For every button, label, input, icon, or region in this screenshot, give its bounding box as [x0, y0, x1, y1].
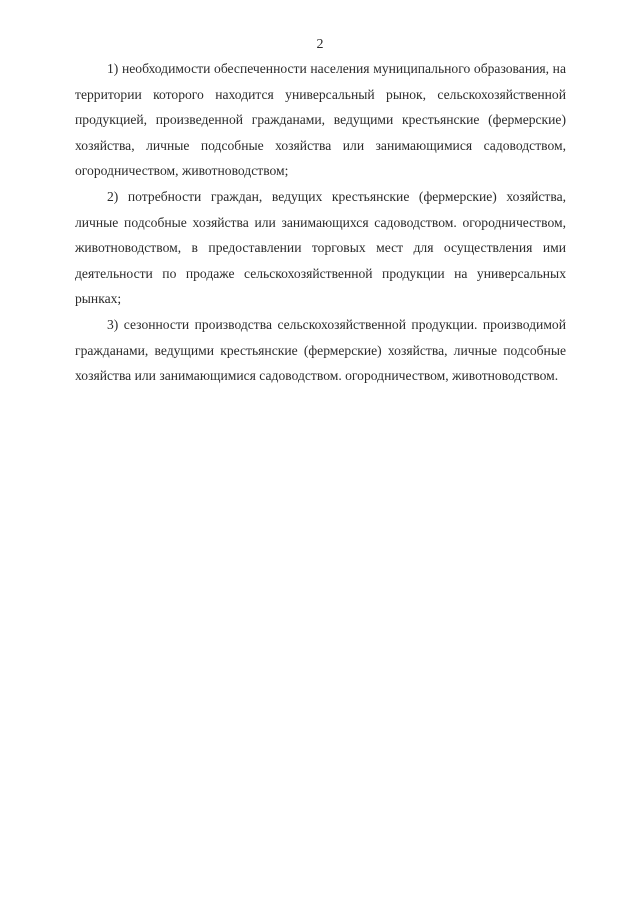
list-item-paragraph-3: 3) сезонности производства сельскохозяйственной продукции. производимой гражданами, ведущими крестьянские (фермерские) хозяйства, личные подсобные хозяйства или занимающимися садоводством. огородничеством, животноводством. [75, 316, 566, 384]
list-item-paragraph-1: 1) необходимости обеспеченности населения муниципального образования, на территории которого находится универсальный рынок, сельскохозяйственной продукцией, произведенной гражданами, ведущими крестьянские (фермерские) хозяйства, личные подсобные хозяйства или занимающимися садоводством, огородничеством, животноводством; [75, 61, 566, 179]
list-item-paragraph-2: 2) потребности граждан, ведущих крестьянские (фермерские) хозяйства, личные подсобные хозяйства или занимающихся садоводством. огородничеством, животноводством, в предоставлении торговых мест для осуществления ими деятельности по продаже сельскохозяйственной продукции на универсальных рынках; [75, 188, 566, 307]
document-body [75, 56, 566, 389]
page-number: 2 [316, 37, 324, 52]
